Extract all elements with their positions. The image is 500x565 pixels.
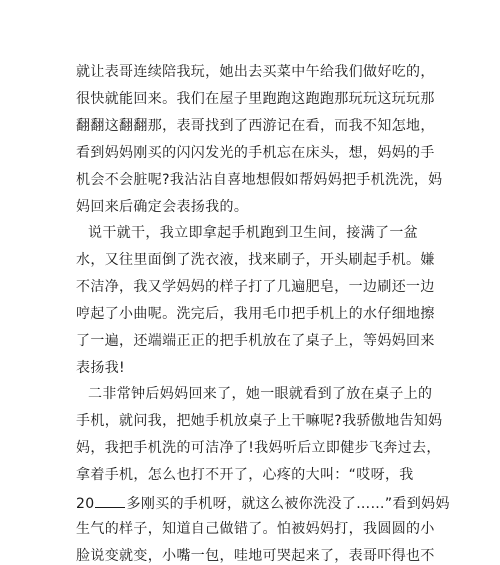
text-line: 就让表哥连续陪我玩，她出去买菜中午给我们做好吃的， (76, 64, 435, 80)
text-line: 不洁净，我又学妈妈的样子打了几遍肥皂，一边刷还一边 (76, 279, 435, 295)
text-line: 机会不会脏呢?我沾沾自喜地想假如帮妈妈把手机洗洗，妈 (76, 172, 443, 188)
text-line: 哼起了小曲呢。洗完后，我用毛巾把手机上的水仔细地擦 (76, 306, 435, 322)
text-line: 很快就能回来。我们在屋子里跑跑这跑跑那玩玩这玩玩那 (76, 91, 435, 107)
text-line: 手机，就问我，把她手机放桌子上干嘛呢?我骄傲地告知妈 (76, 413, 443, 429)
underline-blank (95, 493, 125, 508)
text-line: 了一遍，还端端正正的把手机放在了桌子上，等妈妈回来 (76, 333, 435, 349)
text-line: 妈回来后确定会表扬我的。 (76, 199, 249, 215)
paragraph-first-line: 二非常钟后妈妈回来了，她一眼就看到了放在桌子上的 (88, 386, 433, 402)
text-line-with-blank (76, 493, 450, 513)
number-text: 20 (76, 496, 95, 512)
line-continuation: 多刚买的手机呀，就这么被你洗没了……”看到妈妈 (126, 496, 450, 512)
text-line: 表扬我! (76, 360, 126, 376)
text-line: 拿着手机，怎么也打不开了，心疼的大叫：“哎呀，我 (76, 467, 414, 483)
text-line: 生气的样子，知道自己做错了。怕被妈妈打，我圆圆的小 (76, 521, 435, 537)
text-line: 妈，我把手机洗的可洁净了!我妈听后立即健步飞奔过去， (76, 440, 441, 456)
text-line: 脸说变就变，小嘴一包，哇地可哭起来了，表哥吓得也不 (76, 548, 435, 564)
paragraph-first-line: 说干就干，我立即拿起手机跑到卫生间，接满了一盆 (88, 225, 419, 241)
text-line: 水，又往里面倒了洗衣液，找来刷子，开头刷起手机。嫌 (76, 252, 435, 268)
text-line: 翻翻这翻翻那，表哥找到了西游记在看，而我不知怎地， (76, 118, 435, 134)
text-line: 看到妈妈刚买的闪闪发光的手机忘在床头，想，妈妈的手 (76, 145, 435, 161)
